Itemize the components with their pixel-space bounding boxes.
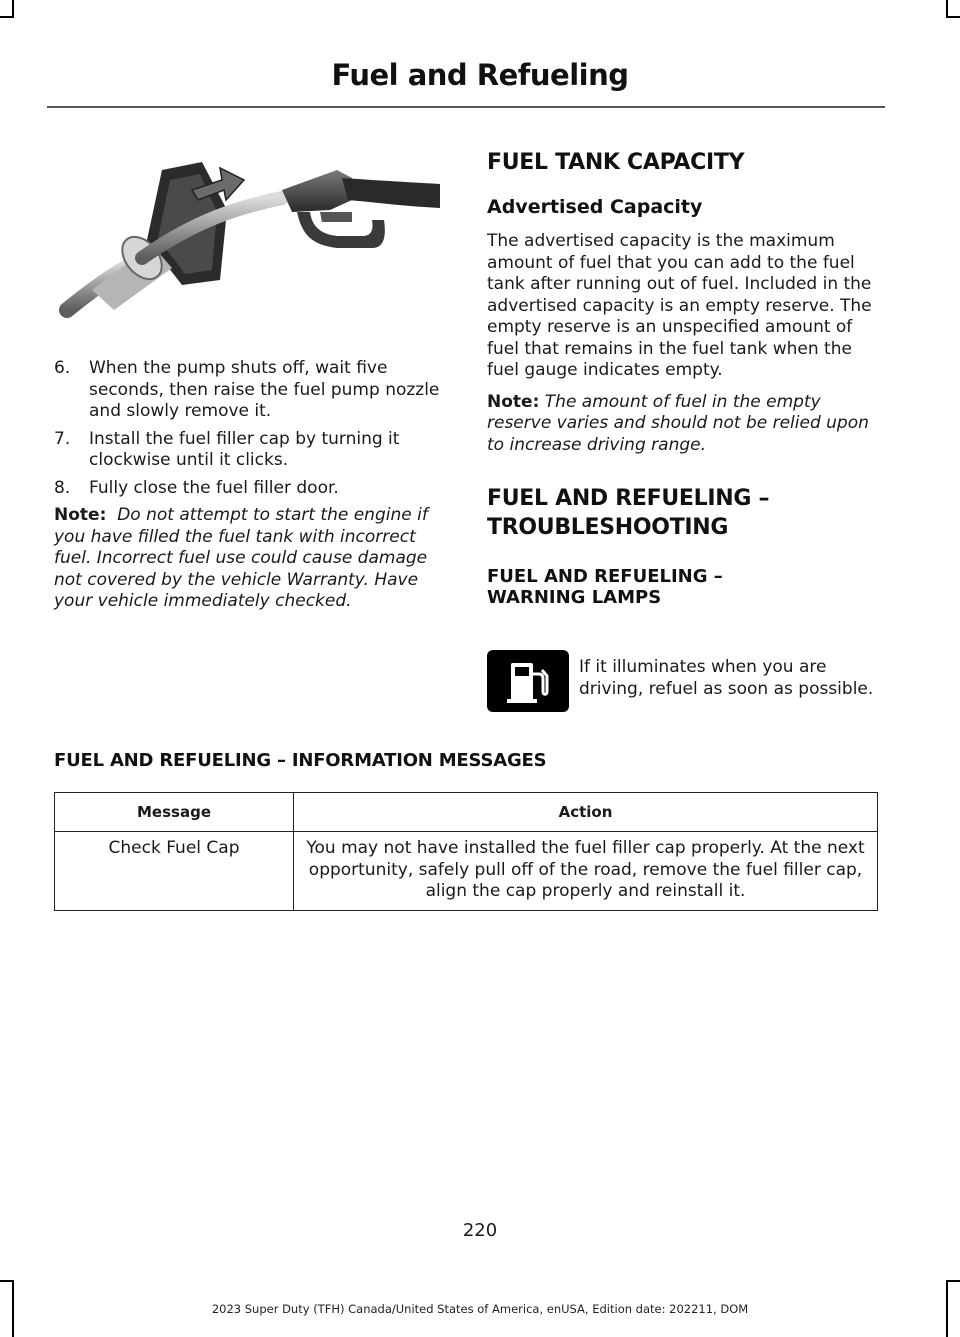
step-text: Fully close the fuel filler door. [89, 477, 339, 498]
note-label: Note: [487, 391, 540, 412]
crop-mark [946, 16, 960, 18]
crop-mark [0, 16, 14, 18]
message-cell: Check Fuel Cap [55, 832, 294, 911]
edition-footer: 2023 Super Duty (TFH) Canada/United States of America, enUSA, Edition date: 202211, DOM [211, 1302, 749, 1316]
header-divider [47, 106, 885, 108]
step-number: 6. [54, 358, 71, 378]
information-messages-heading: FUEL AND REFUELING – INFORMATION MESSAGES [54, 750, 547, 771]
information-messages-table [54, 792, 878, 911]
note-text: The amount of fuel in the empty reserve varies and should not be relied upon to increase driving range. [487, 391, 869, 455]
section-heading: FUEL TANK CAPACITY [487, 150, 745, 175]
subsection-heading: Advertised Capacity [487, 196, 703, 218]
note [54, 505, 446, 613]
list-item [54, 358, 446, 423]
table-header-row [55, 793, 878, 832]
note [487, 392, 882, 457]
crop-mark [946, 1280, 960, 1282]
page-title: Fuel and Refueling [331, 58, 629, 92]
step-text: When the pump shuts off, wait five seconds, then raise the fuel pump nozzle and slowly remove it. [89, 358, 440, 421]
refuel-steps [54, 358, 446, 613]
section-heading: TROUBLESHOOTING [487, 515, 729, 540]
action-cell: You may not have installed the fuel filler cap properly. At the next opportunity, safely pull off of the road, remove the fuel filler cap, align the cap properly and reinstall it. [294, 832, 878, 911]
table-row [55, 832, 878, 911]
subsection-heading: WARNING LAMPS [487, 587, 662, 608]
fuel-tank-capacity-section [487, 146, 882, 608]
fuel-pump-warning-icon [487, 650, 569, 712]
list-item [54, 478, 446, 500]
subsection-heading: FUEL AND REFUELING – [487, 566, 723, 587]
fuel-nozzle-removal-illustration [52, 150, 440, 330]
step-text: Install the fuel filler cap by turning it clockwise until it clicks. [89, 428, 400, 470]
advertised-capacity-text: The advertised capacity is the maximum amount of fuel that you can add to the fuel tank after running out of fuel. Included in the advertised capacity is an empty reserve. The empty reserve is an unspecified amount of fuel that remains in the fuel tank when the fuel gauge indicates empty. [487, 231, 872, 380]
step-number: 7. [54, 428, 71, 449]
section-heading: FUEL AND REFUELING – [487, 486, 770, 511]
step-number: 8. [54, 477, 71, 498]
column-header-message: Message [55, 793, 294, 832]
column-header-action: Action [294, 793, 878, 832]
note-text: Do not attempt to start the engine if you have filled the fuel tank with incorrect fuel. Incorrect fuel use could cause damage not covered by the vehicle Warranty. Have your vehicle immediately checked. [54, 505, 428, 611]
list-item [54, 429, 446, 472]
page-number: 220 [462, 1220, 498, 1241]
warning-lamp-text: If it illuminates when you are driving, refuel as soon as possible. [579, 657, 874, 699]
crop-mark [0, 1280, 14, 1282]
note-label: Note: [54, 505, 107, 525]
